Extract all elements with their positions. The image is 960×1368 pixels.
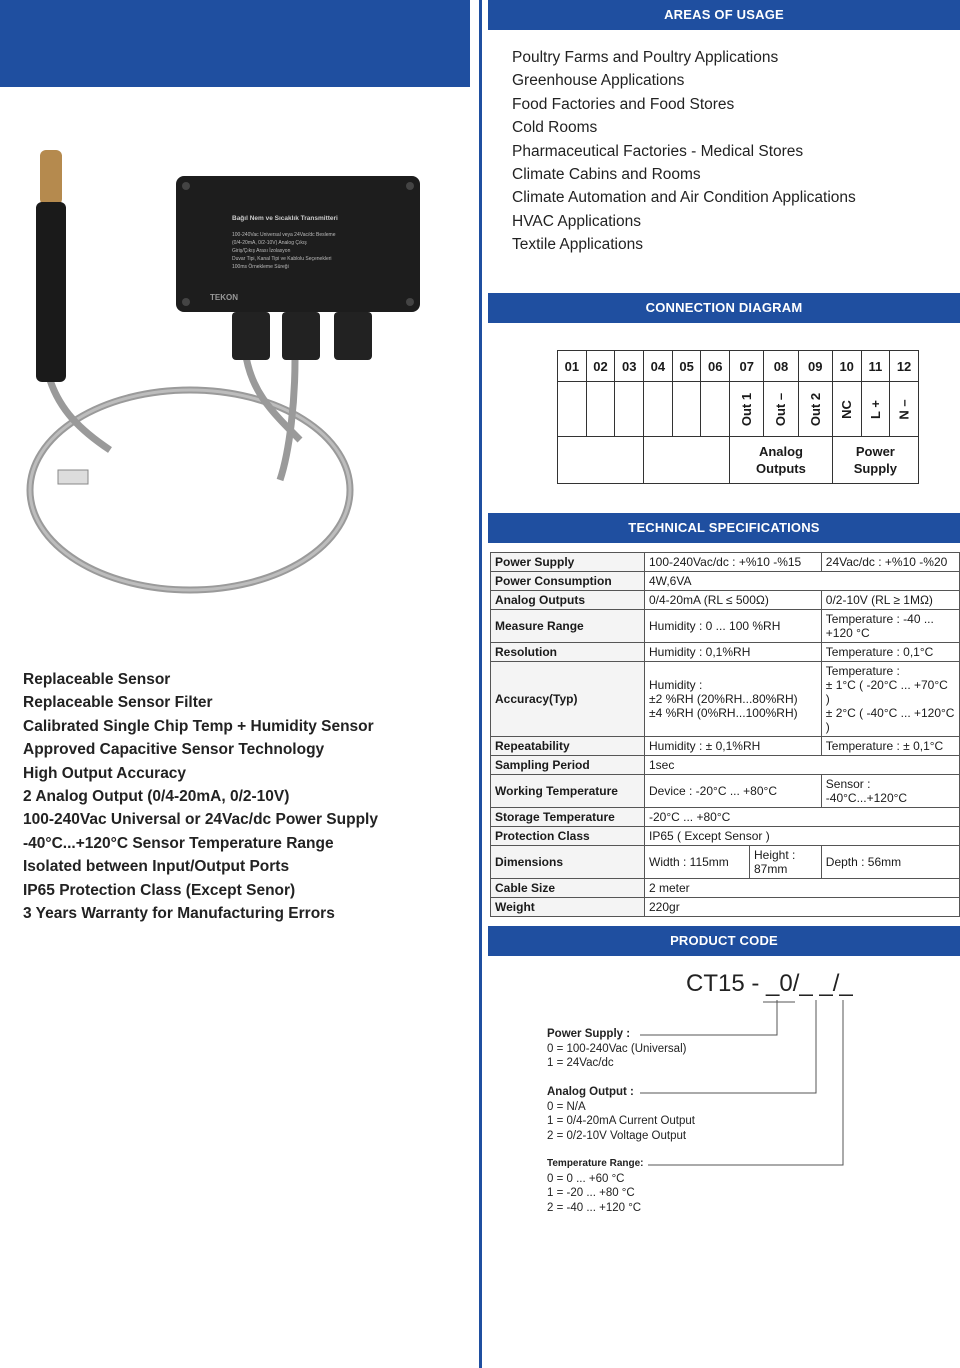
power-supply-options: Power Supply : 0 = 100-240Vac (Universal) 1 = 24Vac/dc (547, 1028, 687, 1069)
terminal-signal: Out 2 (798, 382, 832, 437)
list-item: Isolated between Input/Output Ports (23, 858, 290, 876)
terminal-signal (672, 382, 701, 437)
list-item: Replaceable Sensor (23, 671, 171, 688)
list-item: Calibrated Single Chip Temp + Humidity Sensor (23, 717, 374, 735)
terminal-number: 05 (672, 351, 701, 382)
product-code-string: CT15 - _0/_ _/_ (686, 970, 853, 997)
usage-list (512, 46, 856, 257)
table-row: Accuracy(Typ) Humidity : ±2 %RH (20%RH...80%RH) ±4 %RH (0%RH...100%RH) Temperature : ± 1°C ( -20°C ... +70°C ) ± 2°C ( -40°C ... +120°C ) (491, 662, 960, 737)
connection-diagram (557, 350, 919, 484)
table-row: Dimensions Width : 115mm Height : 87mm Depth : 56mm (491, 846, 960, 879)
table-row: Working Temperature Device : -20°C ... +80°C Sensor : -40°C...+120°C (491, 775, 960, 808)
column-divider (479, 0, 482, 1368)
terminal-number: 02 (586, 351, 615, 382)
analog-output-options: Analog Output : 0 = N/A 1 = 0/4-20mA Current Output 2 = 0/2-10V Voltage Output (547, 1086, 695, 1142)
terminal-signal: Out – (764, 382, 798, 437)
list-item: Approved Capacitive Sensor Technology (23, 741, 325, 759)
list-item: Replaceable Sensor Filter (23, 694, 213, 712)
device-brand: TEKON (210, 293, 238, 302)
table-row: Power Consumption 4W,6VA (491, 572, 960, 591)
table-row: Analog Outputs 0/4-20mA (RL ≤ 500Ω) 0/2-10V (RL ≥ 1MΩ) (491, 591, 960, 610)
product-code-header: PRODUCT CODE (488, 926, 960, 956)
list-item: Climate Automation and Air Condition Applications (512, 189, 856, 207)
list-item: Food Factories and Food Stores (512, 95, 735, 113)
terminal-number: 06 (701, 351, 730, 382)
table-row: Protection Class IP65 ( Except Sensor ) (491, 827, 960, 846)
terminal-number: 12 (890, 351, 919, 382)
device-label-line: Giriş/Çıkış Arası İzolasyon (232, 248, 291, 254)
terminal-signal (558, 382, 587, 437)
terminal-signal (586, 382, 615, 437)
list-item: Textile Applications (512, 236, 643, 254)
group-cell (644, 437, 730, 484)
list-item: -40°C...+120°C Sensor Temperature Range (23, 834, 334, 852)
table-row: Sampling Period 1sec (491, 756, 960, 775)
group-power-supply: Power Supply (832, 437, 918, 484)
terminal-number: 07 (730, 351, 764, 382)
device-label-line: Duvar Tipi, Kanal Tipi ve Kablolu Seçenekleri (232, 256, 332, 262)
group-analog-outputs: Analog Outputs (730, 437, 833, 484)
feature-list (23, 668, 378, 925)
device-label-line: (0/4-20mA, 0/2-10V) Analog Çıkış (232, 240, 307, 246)
terminal-signal (644, 382, 673, 437)
list-item: 2 Analog Output (0/4-20mA, 0/2-10V) (23, 787, 290, 805)
terminal-number: 08 (764, 351, 798, 382)
list-item: Pharmaceutical Factories - Medical Stores (512, 142, 804, 160)
terminal-number: 11 (861, 351, 890, 382)
device-label-title: Bağıl Nem ve Sıcaklık Transmitteri (232, 215, 338, 222)
terminal-signal (701, 382, 730, 437)
terminal-number: 04 (644, 351, 673, 382)
list-item: 3 Years Warranty for Manufacturing Errors (23, 904, 335, 922)
table-row: Storage Temperature -20°C ... +80°C (491, 808, 960, 827)
table-row: Resolution Humidity : 0,1%RH Temperature : 0,1°C (491, 643, 960, 662)
list-item: Cold Rooms (512, 119, 598, 137)
list-item: Poultry Farms and Poultry Applications (512, 49, 779, 66)
top-banner (0, 0, 470, 87)
terminal-number: 03 (615, 351, 644, 382)
list-item: Climate Cabins and Rooms (512, 165, 701, 183)
list-item: 100-240Vac Universal or 24Vac/dc Power Supply (23, 811, 378, 829)
temperature-range-options: Temperature Range: 0 = 0 ... +60 °C 1 = -20 ... +80 °C 2 = -40 ... +120 °C (547, 1158, 644, 1214)
device-photo (20, 150, 440, 600)
terminal-signal: L + (861, 382, 890, 437)
terminal-number: 10 (832, 351, 861, 382)
connection-diagram-header: CONNECTION DIAGRAM (488, 293, 960, 323)
group-cell (558, 437, 644, 484)
terminal-number: 01 (558, 351, 587, 382)
table-row: Weight 220gr (491, 898, 960, 917)
list-item: IP65 Protection Class (Except Senor) (23, 881, 296, 899)
table-row: Measure Range Humidity : 0 ... 100 %RH Temperature : -40 ... +120 °C (491, 610, 960, 643)
table-row: Power Supply 100-240Vac/dc : +%10 -%15 24Vac/dc : +%10 -%20 (491, 553, 960, 572)
terminal-number: 09 (798, 351, 832, 382)
technical-specifications-header: TECHNICAL SPECIFICATIONS (488, 513, 960, 543)
table-row: Repeatability Humidity : ± 0,1%RH Temperature : ± 0,1°C (491, 737, 960, 756)
table-row: Cable Size 2 meter (491, 879, 960, 898)
terminal-signal: NC (832, 382, 861, 437)
terminal-signal: Out 1 (730, 382, 764, 437)
list-item: HVAC Applications (512, 212, 641, 230)
areas-of-usage-header: AREAS OF USAGE (488, 0, 960, 30)
list-item: Greenhouse Applications (512, 72, 685, 90)
terminal-signal: N – (890, 382, 919, 437)
device-label-line: 100-240Vac Universal veya 24Vac/dc Besleme (232, 232, 336, 238)
terminal-signal (615, 382, 644, 437)
specs-table (490, 552, 960, 917)
list-item: High Output Accuracy (23, 764, 187, 782)
device-label-line: 100ms Örnekleme Süreği (232, 264, 289, 270)
